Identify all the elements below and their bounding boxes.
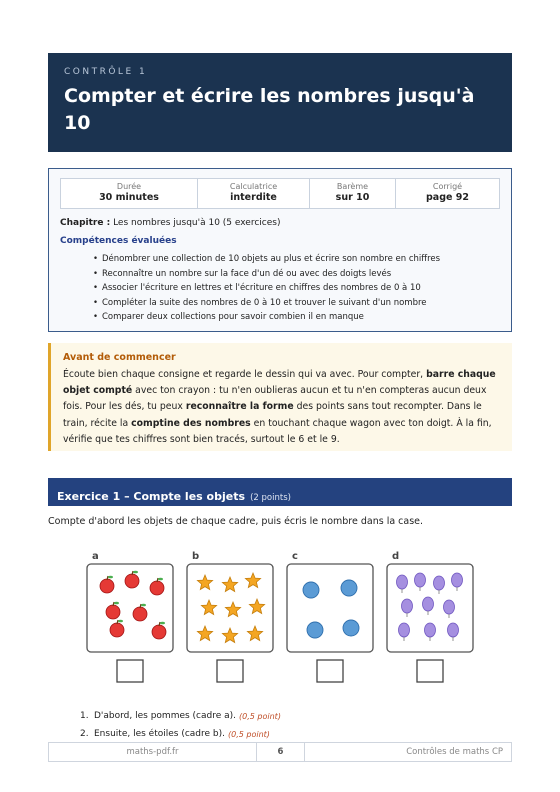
meta-calculator: Calculatrice interdite (198, 179, 310, 208)
exercise-title: Exercice 1 – Compte les objets (57, 490, 245, 503)
frame-letter: c (292, 551, 298, 562)
notice-text: Écoute bien chaque consigne et regarde le dessin qui va avec. Pour compter, barre chaque objet compté avec ton crayon : tu n'en oublieras aucun et tu n'en compteras aucun deux fois. Pour les dés, tu peux reconnaître la forme des points sans tout recompter. Dans le train, récite la comptine des nombres en touchant chaque wagon avec ton doigt. À la fin, vérifie que tes chiffres sont bien tracés, surtout le 6 et le 9. (63, 369, 496, 445)
competences-list (60, 252, 500, 325)
circle-icon (341, 580, 357, 596)
competence-item: • Compléter la suite des nombres de 0 à 10 et trouver le suivant d'un nombre (93, 296, 500, 311)
circle-icon (303, 582, 319, 598)
exercise-instruction: Compte d'abord les objets de chaque cadre, puis écris le nombre dans la case. (48, 516, 424, 527)
chapter-label: Chapitre : (60, 218, 111, 228)
question-list (80, 707, 281, 743)
page-footer (48, 742, 512, 762)
control-kicker: CONTRÔLE 1 (64, 67, 148, 77)
competence-item: • Associer l'écriture en lettres et l'écriture en chiffres des nombres de 0 à 10 (93, 281, 500, 296)
frame-letter: a (92, 551, 99, 562)
chapter-line (60, 218, 500, 228)
page-number: 6 (257, 743, 305, 761)
competence-item: • Dénombrer une collection de 10 objets au plus et écrire son nombre en chiffres (93, 252, 500, 267)
frame-letter: d (392, 551, 400, 562)
footer-collection: Contrôles de maths CP (406, 747, 503, 757)
competence-item: • Reconnaître un nombre sur la face d'un dé ou avec des doigts levés (93, 267, 500, 282)
frame-letter: b (192, 551, 200, 562)
answer-box[interactable] (317, 660, 343, 682)
chapter-text: Les nombres jusqu'à 10 (5 exercices) (113, 218, 281, 228)
question-item: 1. D'abord, les pommes (cadre a). (0,5 point) (80, 711, 281, 721)
counting-frame (287, 564, 373, 652)
exercise-header (48, 478, 512, 506)
competences-title: Compétences évaluées (60, 236, 177, 246)
question-item: 2. Ensuite, les étoiles (cadre b). (0,5 point) (80, 729, 270, 739)
meta-table (60, 178, 500, 209)
page-header (48, 53, 512, 152)
competence-item: • Comparer deux collections pour savoir combien il en manque (93, 310, 500, 325)
answer-box[interactable] (117, 660, 143, 682)
notice-title: Avant de commencer (63, 352, 176, 363)
meta-grading: Barème sur 10 (310, 179, 396, 208)
counting-figure (86, 548, 478, 688)
info-box (48, 168, 512, 332)
circle-icon (307, 622, 323, 638)
notice-box (48, 343, 512, 451)
exercise-points: (2 points) (250, 493, 291, 503)
answer-box[interactable] (417, 660, 443, 682)
meta-answers: Corrigé page 92 (426, 182, 469, 203)
footer-site: maths-pdf.fr (49, 743, 257, 761)
page-title: Compter et écrire les nombres jusqu'à 10 (64, 85, 475, 134)
answer-box[interactable] (217, 660, 243, 682)
circle-icon (343, 620, 359, 636)
meta-duration: Durée 30 minutes (61, 179, 198, 208)
